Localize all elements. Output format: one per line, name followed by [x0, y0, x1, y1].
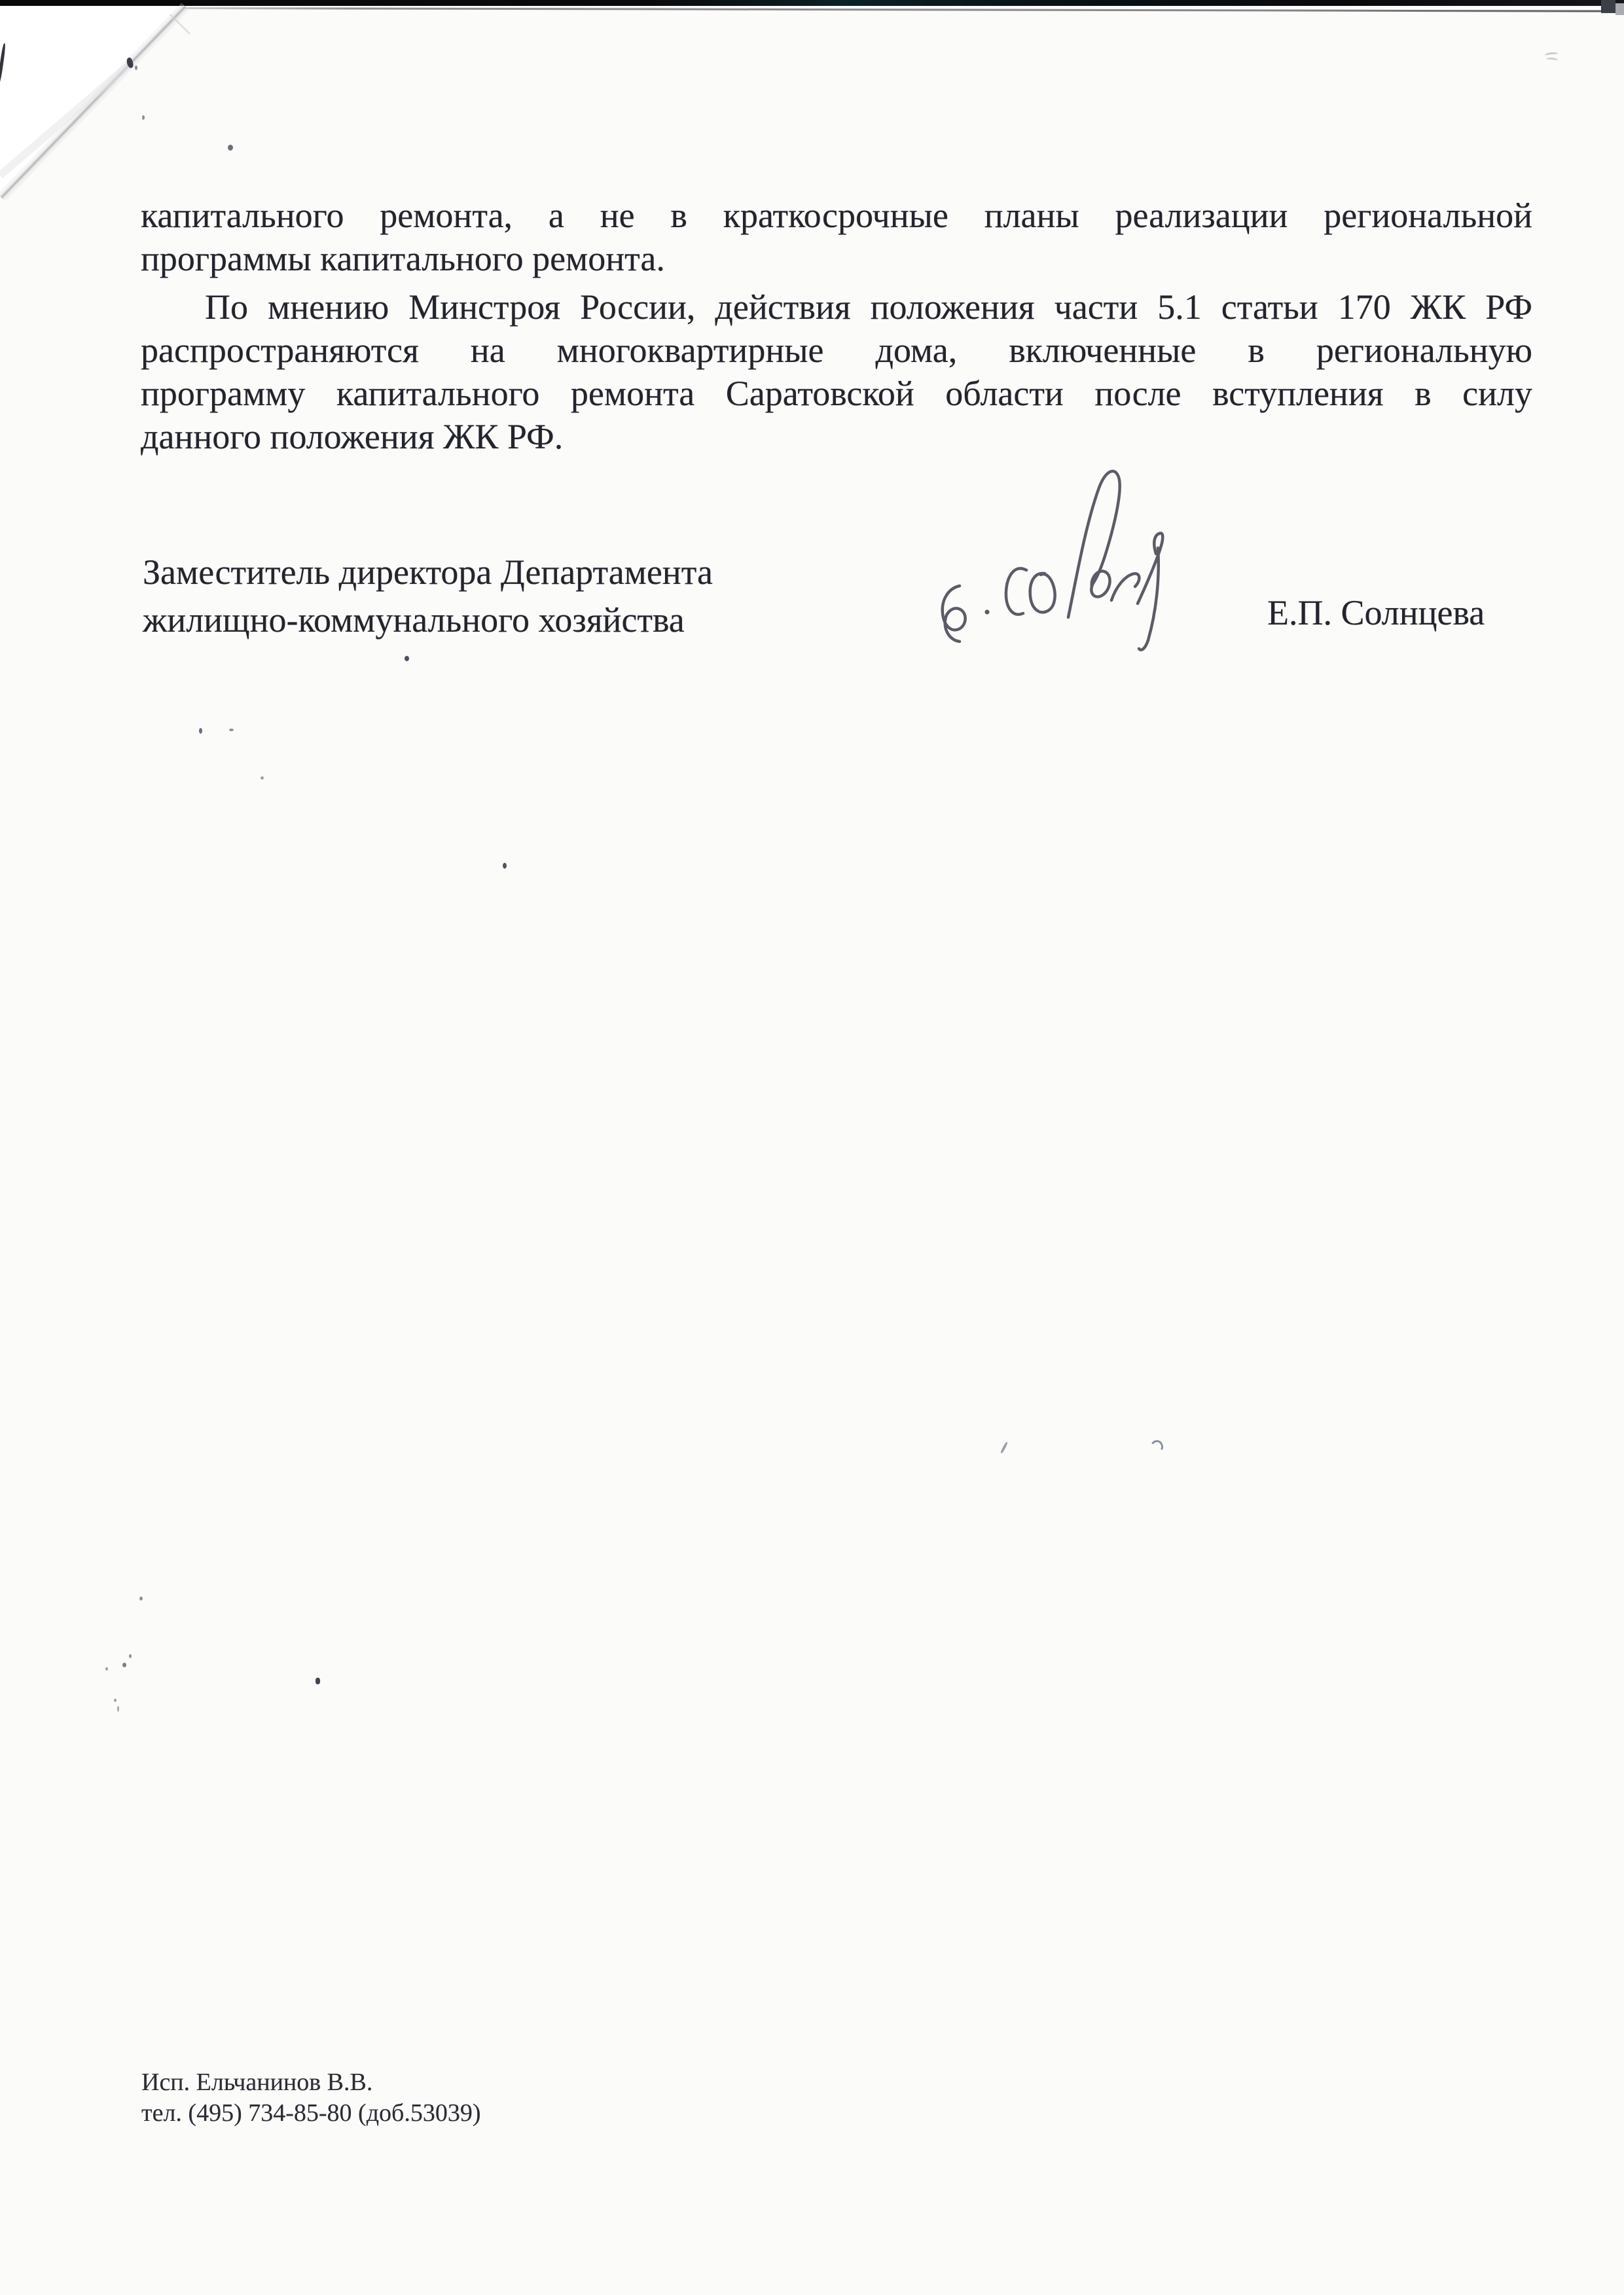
scan-smudge	[1545, 52, 1559, 58]
scan-speck	[405, 656, 409, 661]
scan-speck	[503, 863, 507, 869]
signer-name: Е.П. Солнцева	[1267, 593, 1485, 632]
body-line: данного положения ЖК РФ.	[141, 417, 564, 456]
scan-speck	[228, 145, 233, 151]
scan-speck	[117, 1706, 119, 1712]
phone-line: тел. (495) 734-85-80 (доб.53039)	[141, 2099, 481, 2127]
body-line: программы капитального ремонта.	[141, 239, 665, 278]
executor-line: Исп. Ельчанинов В.В.	[141, 2069, 373, 2096]
scan-corner-artifact	[1615, 3, 1624, 15]
scan-speck	[229, 729, 234, 731]
signer-title-line: жилищно-коммунального хозяйства	[143, 600, 685, 640]
scan-speck	[129, 1654, 132, 1658]
body-line: распространяются на многоквартирные дома, включенные в региональную	[141, 331, 1532, 370]
scan-speck	[122, 1663, 126, 1667]
scan-speck	[1149, 1439, 1165, 1455]
scan-speck	[135, 65, 137, 70]
scan-speck	[1000, 1441, 1008, 1454]
scan-speck	[316, 1678, 320, 1684]
scan-corner-artifact	[1601, 0, 1615, 13]
scan-line-artifact	[182, 7, 1624, 12]
scan-speck	[105, 1667, 108, 1671]
signer-title	[143, 549, 713, 644]
scan-speck	[139, 1597, 143, 1600]
handwritten-signature	[916, 448, 1178, 658]
scan-speck	[261, 776, 264, 780]
scan-speck	[142, 115, 145, 120]
scan-smudge	[1546, 57, 1559, 63]
executor-block	[141, 2067, 481, 2129]
body-line: капитального ремонта, а не в краткосрочные планы реализации региональной	[141, 196, 1532, 235]
letter-body	[141, 194, 1532, 458]
scan-speck	[199, 728, 202, 734]
signer-title-line: Заместитель директора Департамента	[143, 552, 713, 592]
body-line: По мнению Минстроя России, действия положения части 5.1 статьи 170 ЖК РФ	[205, 287, 1532, 327]
body-line: программу капитального ремонта Саратовской области после вступления в силу	[141, 374, 1532, 413]
scan-speck	[114, 1699, 117, 1702]
